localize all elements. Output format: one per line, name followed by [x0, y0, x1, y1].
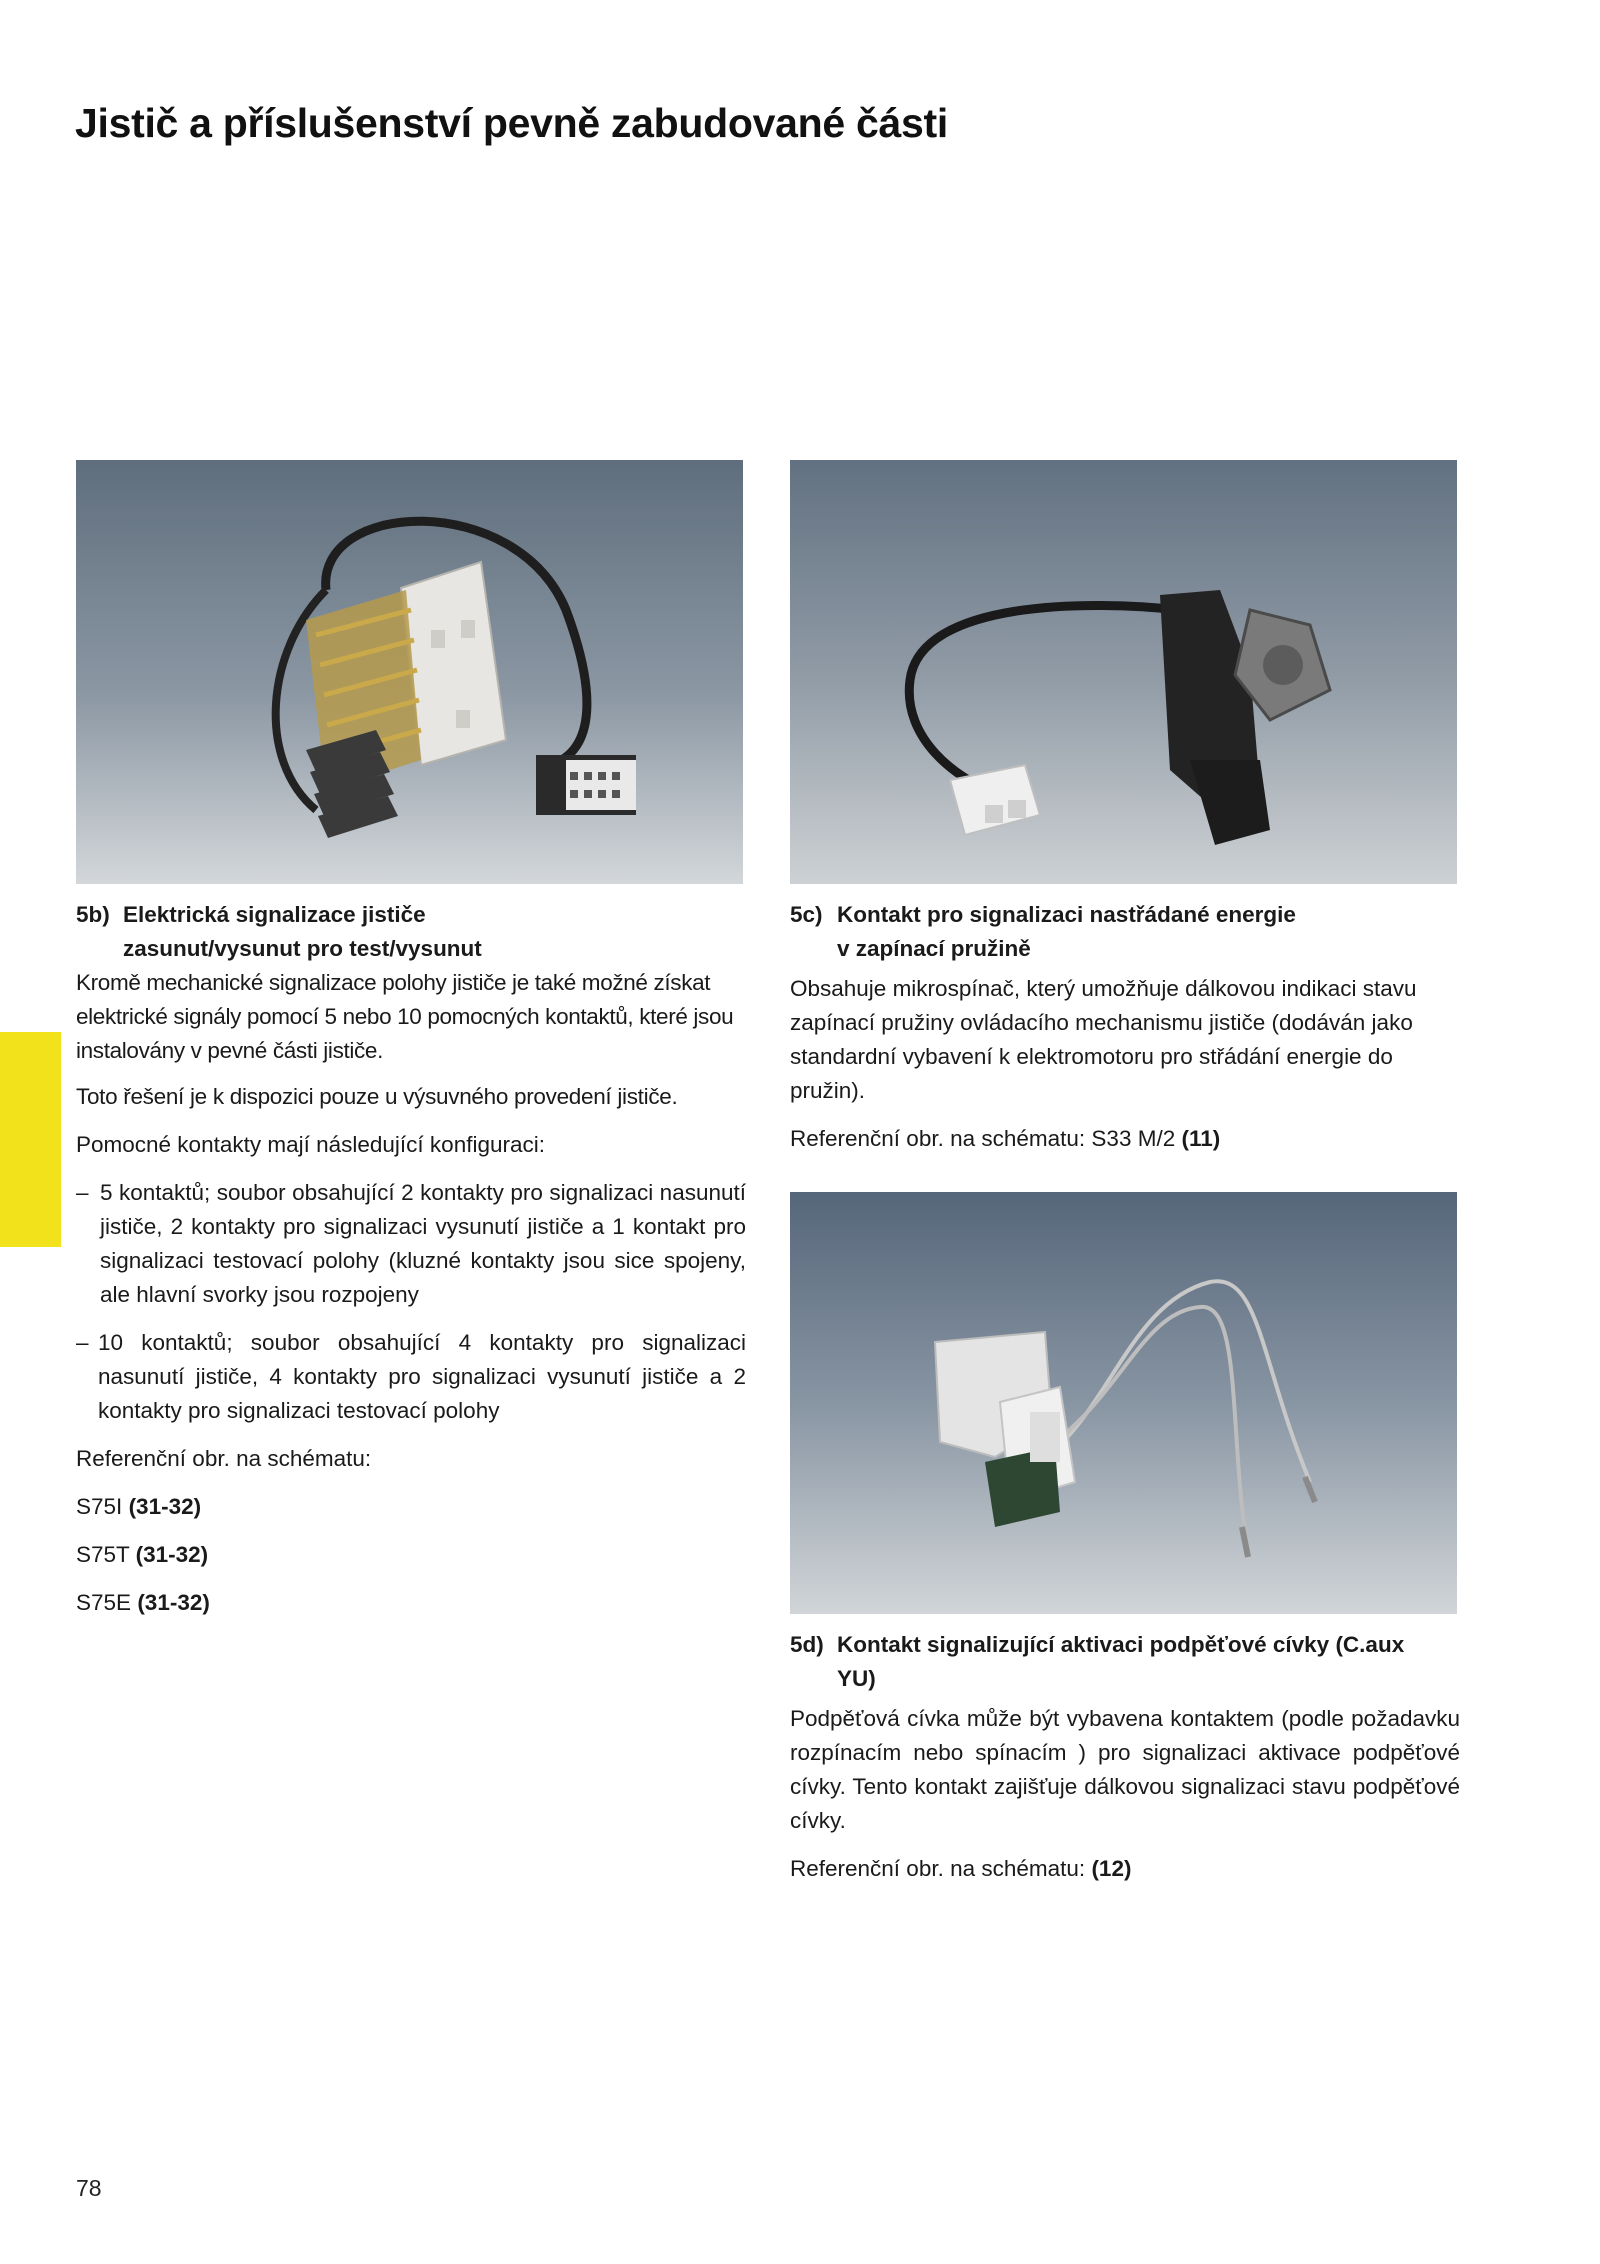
photo-auxiliary-contacts [76, 460, 743, 884]
section-5b-list-item [76, 1176, 746, 1312]
ref-code: S75E [76, 1590, 132, 1615]
section-5c [790, 898, 1460, 1170]
photo-auxiliary-contacts-image [76, 460, 743, 884]
photo-spring-charged-contact-image [790, 460, 1457, 884]
section-5d-number: 5d) [790, 1632, 824, 1657]
section-5b-ref-row [76, 1490, 746, 1524]
photo-undervoltage-contact-image [790, 1192, 1457, 1614]
ref-value: (31-32) [137, 1590, 210, 1615]
section-5b-para2: Toto řešení je k dispozici pouze u výsuvného provedení jističe. [76, 1084, 678, 1109]
section-5b-heading-line2: zasunut/vysunut pro test/vysunut [123, 936, 482, 961]
section-5d-ref-label: Referenční obr. na schématu: [790, 1856, 1086, 1881]
section-5d [790, 1628, 1460, 1900]
ref-code: S75T [76, 1542, 130, 1567]
section-5d-heading-line2: YU) [837, 1666, 876, 1691]
page-number: 78 [76, 2175, 102, 2201]
section-5b-number: 5b) [76, 902, 110, 927]
section-5b-heading [76, 898, 746, 966]
section-5b-ref-row [76, 1586, 746, 1620]
section-5c-heading-line2: v zapínací pružině [837, 936, 1031, 961]
ref-value: (31-32) [128, 1494, 202, 1519]
photo-spring-charged-contact [790, 460, 1457, 884]
section-5c-ref-label: Referenční obr. na schématu: S33 M/2 [790, 1126, 1176, 1151]
section-5c-ref [790, 1122, 1460, 1156]
section-5d-heading [790, 1628, 1460, 1696]
section-5c-ref-value: (11) [1181, 1126, 1221, 1151]
section-5d-para1: Podpěťová cívka může být vybavena kontaktem (podle požadavku rozpínacím nebo spínacím ) pro signalizaci aktivace podpěťové cívky. Tento kontakt zajišťuje dálkovou signalizaci stavu podpěťové cívky. [790, 1706, 1460, 1833]
section-5b-list-item [76, 1326, 746, 1428]
section-5b-para3: Pomocné kontakty mají následující konfiguraci: [76, 1132, 545, 1157]
ref-code: S75I [76, 1494, 123, 1519]
section-5b-para1: Kromě mechanické signalizace polohy jističe je také možné získat elektrické signály pomocí 5 nebo 10 pomocných kontaktů, které jsou instalovány v pevné části jističe. [76, 970, 734, 1063]
section-5d-ref [790, 1852, 1460, 1886]
section-tab-marker [0, 1032, 61, 1247]
ref-value: (31-32) [135, 1542, 209, 1567]
section-5b-ref-row [76, 1538, 746, 1572]
photo-undervoltage-contact [790, 1192, 1457, 1614]
page-title: Jistič a příslušenství pevně zabudované části [75, 100, 948, 146]
list-dash: – [76, 1180, 89, 1205]
section-5d-ref-value: (12) [1091, 1856, 1132, 1881]
section-5b-item1: 5 kontaktů; soubor obsahující 2 kontakty pro signalizaci nasunutí jističe, 2 kontakty pro signalizaci vysunutí jističe a 1 kontakt pro signalizaci testovací polohy (kluzné kontakty jsou sice spojeny, ale hlavní svorky jsou rozpojeny [100, 1180, 746, 1307]
section-5b-heading-line1: Elektrická signalizace jističe [123, 902, 426, 927]
section-5c-heading [790, 898, 1460, 966]
section-5c-heading-line1: Kontakt pro signalizaci nastřádané energie [837, 902, 1296, 927]
section-5b-ref-label: Referenční obr. na schématu: [76, 1446, 372, 1471]
section-5b-item2: 10 kontaktů; soubor obsahující 4 kontakty pro signalizaci nasunutí jističe, 4 kontakty pro signalizaci vysunutí jističe a 2 kontakty pro signalizaci testovací polohy [98, 1330, 746, 1423]
section-5c-para1: Obsahuje mikrospínač, který umožňuje dálkovou indikaci stavu zapínací pružiny ovládacího mechanismu jističe (dodáván jako standardní vybavení k elektromotoru pro střádání energie do pružin). [790, 976, 1417, 1103]
section-5b [76, 898, 746, 1634]
section-5d-heading-line1: Kontakt signalizující aktivaci podpěťové cívky (C.aux [837, 1632, 1405, 1657]
section-5c-number: 5c) [790, 902, 823, 927]
list-dash: – [76, 1330, 89, 1355]
